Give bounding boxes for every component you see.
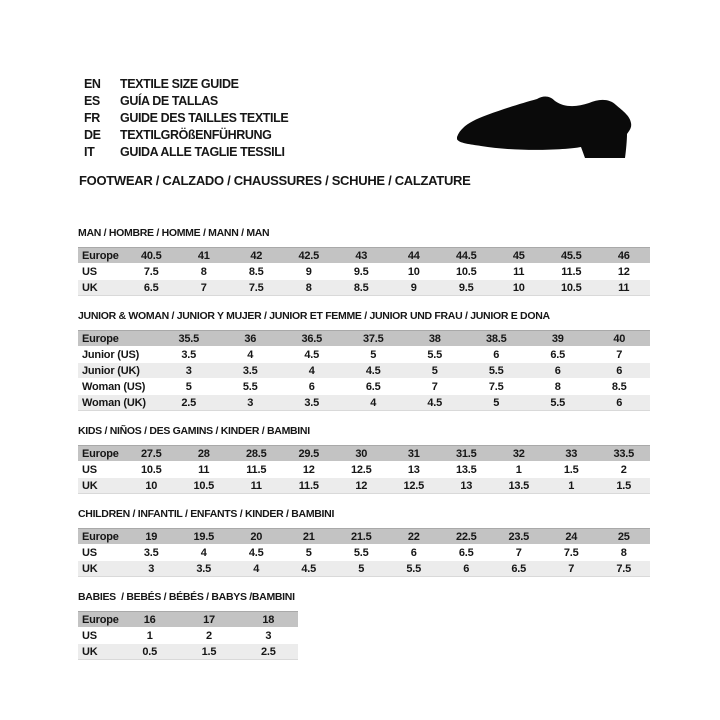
size-row bbox=[78, 248, 650, 263]
section-title: KIDS / NIÑOS / DES GAMINS / KINDER / BAMBINI bbox=[78, 425, 310, 437]
size-table-kids bbox=[78, 445, 650, 494]
size-cell: 29.5 bbox=[298, 447, 320, 460]
size-cell: 9 bbox=[410, 281, 417, 294]
size-cell: 11 bbox=[250, 479, 262, 492]
size-cell: 4 bbox=[247, 348, 254, 361]
dress-shoe-icon bbox=[457, 95, 633, 159]
size-cell: 1 bbox=[568, 479, 575, 492]
size-cell: 9.5 bbox=[353, 265, 369, 278]
size-row bbox=[78, 446, 650, 461]
size-row bbox=[78, 280, 650, 295]
size-cell: 4 bbox=[253, 562, 260, 575]
language-code: IT bbox=[84, 145, 95, 159]
size-cell: 4 bbox=[370, 396, 377, 409]
size-cell: 43 bbox=[355, 249, 368, 262]
size-cell: 22.5 bbox=[455, 530, 477, 543]
size-cell: 5.5 bbox=[353, 546, 369, 559]
size-cell: 11.5 bbox=[246, 463, 267, 476]
size-cell: 5 bbox=[370, 348, 377, 361]
size-row bbox=[78, 347, 650, 362]
size-cell: 3.5 bbox=[304, 396, 320, 409]
size-cell: 4.5 bbox=[248, 546, 264, 559]
size-cell: 4 bbox=[308, 364, 315, 377]
size-cell: 5 bbox=[431, 364, 438, 377]
language-title: TEXTILE SIZE GUIDE bbox=[120, 77, 239, 91]
language-title: GUIDA ALLE TAGLIE TESSILI bbox=[120, 145, 285, 159]
row-label: Europe bbox=[82, 530, 119, 543]
size-cell: 3.5 bbox=[143, 546, 159, 559]
size-table-children bbox=[78, 528, 650, 577]
size-cell: 7.5 bbox=[488, 380, 504, 393]
size-cell: 10 bbox=[407, 265, 420, 278]
size-row bbox=[78, 612, 298, 627]
size-cell: 4.5 bbox=[427, 396, 443, 409]
size-cell: 19 bbox=[145, 530, 158, 543]
language-row-en bbox=[84, 76, 288, 93]
section-title: MAN / HOMBRE / HOMME / MANN / MAN bbox=[78, 227, 270, 239]
size-cell: 8 bbox=[554, 380, 561, 393]
row-label: Europe bbox=[82, 332, 119, 345]
size-cell: 38 bbox=[428, 332, 441, 345]
size-cell: 5 bbox=[305, 546, 312, 559]
size-row bbox=[78, 462, 650, 477]
size-cell: 16 bbox=[143, 613, 156, 626]
size-cell: 37.5 bbox=[362, 332, 384, 345]
size-cell: 6.5 bbox=[458, 546, 474, 559]
size-cell: 11.5 bbox=[561, 265, 582, 278]
language-row-de bbox=[84, 127, 288, 144]
size-cell: 6.5 bbox=[143, 281, 159, 294]
size-cell: 6 bbox=[554, 364, 561, 377]
size-cell: 45 bbox=[512, 249, 525, 262]
size-cell: 4.5 bbox=[301, 562, 317, 575]
size-section-children bbox=[78, 508, 650, 577]
size-cell: 12 bbox=[617, 265, 630, 278]
size-cell: 1.5 bbox=[563, 463, 579, 476]
size-cell: 27.5 bbox=[140, 447, 162, 460]
size-cell: 5.5 bbox=[406, 562, 422, 575]
size-cell: 1 bbox=[146, 629, 153, 642]
size-cell: 10.5 bbox=[193, 479, 215, 492]
size-cell: 10.5 bbox=[140, 463, 162, 476]
size-cell: 7.5 bbox=[616, 562, 632, 575]
size-cell: 11 bbox=[618, 281, 630, 294]
size-cell: 21 bbox=[302, 530, 315, 543]
row-label: US bbox=[82, 629, 97, 642]
size-cell: 28.5 bbox=[245, 447, 267, 460]
size-cell: 45.5 bbox=[560, 249, 582, 262]
size-cell: 3 bbox=[247, 396, 254, 409]
size-row bbox=[78, 529, 650, 544]
size-cell: 6.5 bbox=[511, 562, 527, 575]
size-cell: 25 bbox=[617, 530, 630, 543]
size-cell: 5 bbox=[185, 380, 192, 393]
language-title: GUÍA DE TALLAS bbox=[120, 94, 218, 108]
size-cell: 4 bbox=[200, 546, 207, 559]
row-label: UK bbox=[82, 479, 98, 492]
row-label: US bbox=[82, 546, 97, 559]
size-cell: 6 bbox=[493, 348, 500, 361]
size-cell: 6 bbox=[463, 562, 470, 575]
size-cell: 2.5 bbox=[260, 645, 276, 658]
size-row bbox=[78, 478, 650, 493]
size-cell: 33.5 bbox=[613, 447, 635, 460]
size-cell: 6 bbox=[616, 396, 623, 409]
size-cell: 10 bbox=[512, 281, 525, 294]
size-cell: 8 bbox=[200, 265, 207, 278]
size-cell: 42.5 bbox=[298, 249, 320, 262]
size-cell: 13 bbox=[407, 463, 420, 476]
size-cell: 22 bbox=[407, 530, 420, 543]
language-title: TEXTILGRÖßENFÜHRUNG bbox=[120, 128, 272, 142]
size-cell: 7 bbox=[431, 380, 438, 393]
size-cell: 7 bbox=[568, 562, 575, 575]
size-row bbox=[78, 395, 650, 410]
size-cell: 40 bbox=[613, 332, 626, 345]
size-cell: 24 bbox=[565, 530, 578, 543]
size-cell: 4.5 bbox=[304, 348, 320, 361]
size-cell: 38.5 bbox=[485, 332, 507, 345]
size-cell: 28 bbox=[197, 447, 210, 460]
row-label: Junior (UK) bbox=[82, 364, 140, 377]
size-cell: 9 bbox=[305, 265, 312, 278]
size-table-man bbox=[78, 247, 650, 296]
size-cell: 0.5 bbox=[142, 645, 158, 658]
row-label: UK bbox=[82, 645, 98, 658]
size-cell: 11 bbox=[513, 265, 525, 278]
row-label: US bbox=[82, 463, 97, 476]
size-cell: 1 bbox=[515, 463, 522, 476]
size-cell: 6 bbox=[616, 364, 623, 377]
size-cell: 19.5 bbox=[193, 530, 215, 543]
section-title: BABIES / BEBÉS / BÉBÉS / BABYS /BAMBINI bbox=[78, 591, 295, 603]
size-cell: 1.5 bbox=[616, 479, 632, 492]
size-cell: 3.5 bbox=[181, 348, 197, 361]
size-cell: 6 bbox=[308, 380, 315, 393]
row-label: Europe bbox=[82, 613, 119, 626]
size-row bbox=[78, 264, 650, 279]
size-cell: 5 bbox=[358, 562, 365, 575]
size-cell: 17 bbox=[203, 613, 215, 626]
row-label: Woman (US) bbox=[82, 380, 146, 393]
size-cell: 46 bbox=[617, 249, 630, 262]
size-cell: 31.5 bbox=[455, 447, 477, 460]
size-section-kids bbox=[78, 425, 650, 494]
size-cell: 41 bbox=[197, 249, 210, 262]
size-cell: 20 bbox=[250, 530, 263, 543]
size-row bbox=[78, 331, 650, 346]
size-cell: 3.5 bbox=[196, 562, 212, 575]
size-cell: 3 bbox=[265, 629, 272, 642]
size-cell: 10.5 bbox=[560, 281, 582, 294]
size-cell: 35.5 bbox=[178, 332, 200, 345]
size-cell: 5 bbox=[493, 396, 500, 409]
language-code: EN bbox=[84, 77, 101, 91]
row-label: Europe bbox=[82, 447, 119, 460]
size-table-junior-woman bbox=[78, 330, 650, 411]
size-cell: 6.5 bbox=[365, 380, 381, 393]
language-code: DE bbox=[84, 128, 101, 142]
size-cell: 8.5 bbox=[248, 265, 264, 278]
size-cell: 7.5 bbox=[248, 281, 264, 294]
size-cell: 32 bbox=[512, 447, 525, 460]
size-row bbox=[78, 363, 650, 378]
section-title: JUNIOR & WOMAN / JUNIOR Y MUJER / JUNIOR ET FEMME / JUNIOR UND FRAU / JUNIOR E DONA bbox=[78, 310, 550, 322]
size-cell: 30 bbox=[355, 447, 368, 460]
size-cell: 2.5 bbox=[181, 396, 197, 409]
size-cell: 42 bbox=[250, 249, 263, 262]
language-title: GUIDE DES TAILLES TEXTILE bbox=[120, 111, 289, 125]
size-row bbox=[78, 379, 650, 394]
size-cell: 2 bbox=[620, 463, 627, 476]
size-cell: 33 bbox=[565, 447, 578, 460]
size-cell: 6 bbox=[410, 546, 417, 559]
size-cell: 2 bbox=[206, 629, 212, 642]
size-cell: 10.5 bbox=[455, 265, 477, 278]
size-cell: 5.5 bbox=[488, 364, 504, 377]
size-cell: 6.5 bbox=[550, 348, 566, 361]
row-label: UK bbox=[82, 281, 98, 294]
size-cell: 7.5 bbox=[563, 546, 579, 559]
size-cell: 13 bbox=[460, 479, 473, 492]
size-cell: 18 bbox=[262, 613, 275, 626]
size-cell: 4.5 bbox=[365, 364, 381, 377]
size-cell: 12.5 bbox=[403, 479, 425, 492]
size-row bbox=[78, 628, 298, 643]
language-code: FR bbox=[84, 111, 100, 125]
size-cell: 13.5 bbox=[508, 479, 530, 492]
size-cell: 36.5 bbox=[301, 332, 323, 345]
size-table-babies bbox=[78, 611, 298, 660]
size-tables bbox=[78, 227, 650, 674]
size-cell: 23.5 bbox=[508, 530, 530, 543]
row-label: Europe bbox=[82, 249, 119, 262]
row-label: Junior (US) bbox=[82, 348, 140, 361]
size-row bbox=[78, 545, 650, 560]
size-cell: 11 bbox=[198, 463, 210, 476]
size-cell: 5.5 bbox=[427, 348, 443, 361]
size-cell: 39 bbox=[551, 332, 564, 345]
size-cell: 31 bbox=[407, 447, 420, 460]
size-cell: 11.5 bbox=[298, 479, 319, 492]
size-row bbox=[78, 644, 298, 659]
size-cell: 7 bbox=[515, 546, 522, 559]
row-label: Woman (UK) bbox=[82, 396, 146, 409]
category-line: FOOTWEAR / CALZADO / CHAUSSURES / SCHUHE / CALZATURE bbox=[79, 173, 471, 188]
row-label: UK bbox=[82, 562, 98, 575]
size-cell: 5.5 bbox=[550, 396, 566, 409]
language-code: ES bbox=[84, 94, 100, 108]
language-row-es bbox=[84, 93, 288, 110]
size-cell: 21.5 bbox=[350, 530, 372, 543]
size-cell: 8.5 bbox=[353, 281, 369, 294]
size-cell: 8 bbox=[305, 281, 312, 294]
size-cell: 1.5 bbox=[201, 645, 217, 658]
size-cell: 44 bbox=[407, 249, 420, 262]
size-cell: 9.5 bbox=[458, 281, 474, 294]
size-row bbox=[78, 561, 650, 576]
size-cell: 8 bbox=[620, 546, 627, 559]
language-title-list bbox=[84, 76, 288, 161]
size-cell: 3.5 bbox=[242, 364, 258, 377]
size-cell: 13.5 bbox=[455, 463, 477, 476]
size-section-junior-woman bbox=[78, 310, 650, 411]
size-cell: 44.5 bbox=[455, 249, 477, 262]
size-cell: 7 bbox=[616, 348, 623, 361]
size-section-man bbox=[78, 227, 650, 296]
size-cell: 3 bbox=[185, 364, 192, 377]
size-cell: 40.5 bbox=[140, 249, 162, 262]
size-cell: 36 bbox=[244, 332, 257, 345]
size-cell: 12.5 bbox=[350, 463, 372, 476]
size-section-babies bbox=[78, 591, 650, 660]
size-cell: 8.5 bbox=[611, 380, 627, 393]
language-row-it bbox=[84, 144, 288, 161]
row-label: US bbox=[82, 265, 97, 278]
size-cell: 5.5 bbox=[242, 380, 258, 393]
section-title: CHILDREN / INFANTIL / ENFANTS / KINDER / BAMBINI bbox=[78, 508, 335, 520]
language-row-fr bbox=[84, 110, 288, 127]
size-cell: 12 bbox=[355, 479, 368, 492]
size-cell: 10 bbox=[145, 479, 158, 492]
size-cell: 7.5 bbox=[143, 265, 159, 278]
size-cell: 3 bbox=[148, 562, 155, 575]
size-cell: 7 bbox=[200, 281, 207, 294]
size-cell: 12 bbox=[302, 463, 315, 476]
